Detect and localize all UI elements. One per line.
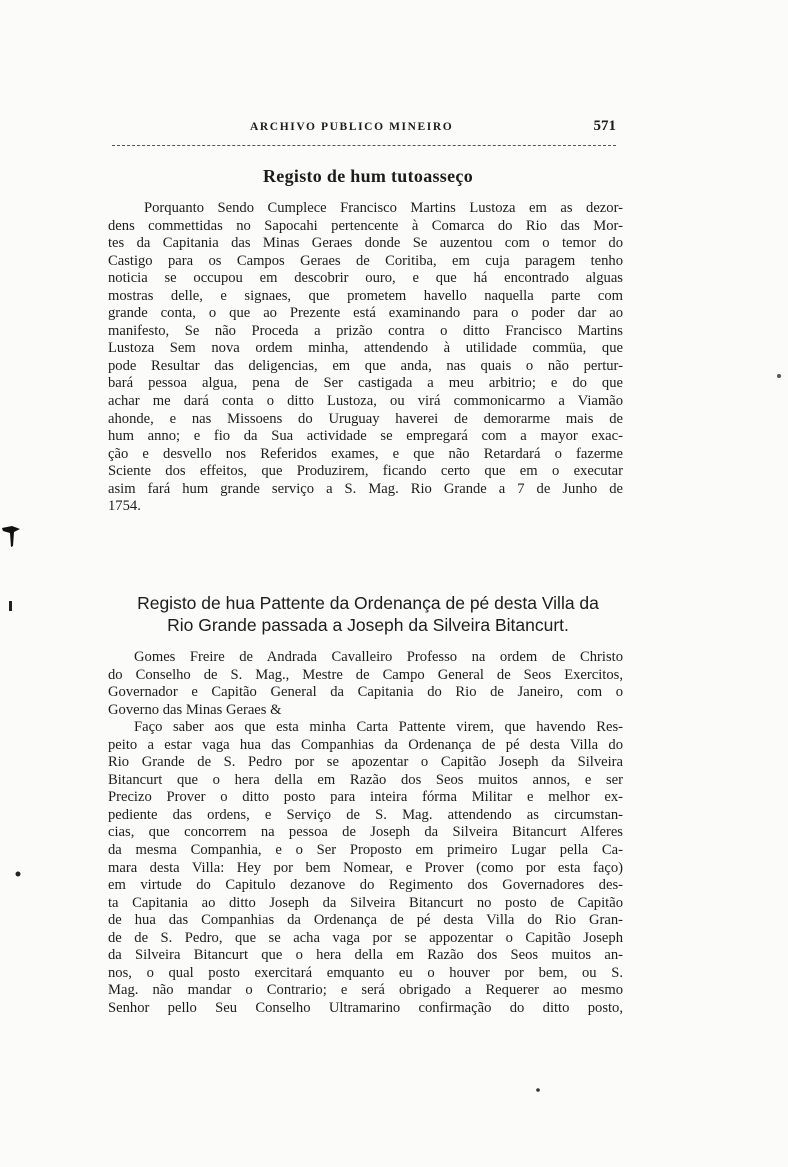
text-line: em virtude do Capitulo dezanove do Regimento dos Governadores des- [108,877,623,894]
text-line: 1754. [108,498,141,515]
text-line: pode Resultar das deligencias, em que anda, nas quais o não pertur- [108,357,623,374]
section-2-title [108,592,628,636]
text-line: Faço saber aos que esta minha Carta Pattente virem, que havendo Res- [134,719,623,736]
text-line: manifesto, Se não Proceda a prizão contra o ditto Francisco Martins [108,322,623,339]
running-title: ARCHIVO PUBLICO MINEIRO [250,121,454,133]
text-line: peito a estar vaga hua das Companhias da Ordenança de pé desta Villa do [108,736,623,753]
text-line: pediente das ordens, e Serviço de S. Mag. attendendo as circumstan- [108,806,623,823]
text-line: cias, que concorrem na pessoa de Joseph da Silveira Bitancurt Alferes [108,824,623,841]
text-line: Rio Grande de S. Pedro por se apozentar o Capitão Joseph da Silveira [108,754,623,771]
text-line: Porquanto Sendo Cumplece Francisco Martins Lustoza em as dezor- [144,200,623,216]
running-header [108,118,628,140]
margin-speck [8,600,14,612]
text-line: da Silveira Bitancurt que o hera della em Razão dos Seos muitos an- [108,947,623,964]
text-line: asim fará hum grande serviço a S. Mag. Rio Grande a 7 de Junho de [108,480,623,497]
text-line: Sciente dos effeitos, que Produzirem, ficando certo que em o executar [108,463,623,480]
section-1-title: Registo de hum tutoasseço [263,166,473,186]
margin-ink-mark [0,520,24,550]
page-number: 571 [593,118,616,134]
text-line: achar me dará conta o ditto Lustoza, ou virá commonicarmo a Viamão [108,393,623,410]
text-line: Governo das Minas Geraes & [108,701,282,718]
section-2-title-line-2: Rio Grande passada a Joseph da Silveira Bitancurt. [167,615,569,635]
text-line: ção e desvello nos Referidos exames, e que não Retardará o fazerme [108,445,623,462]
text-line: Precizo Prover o ditto posto para inteira fórma Militar e melhor ex- [108,789,623,806]
section-2-body [108,649,623,1017]
text-line: noticia se occupou em descobrir ouro, e que há encontrado alguas [108,270,623,287]
margin-speck [775,372,783,380]
text-line: hum anno; e fio da Sua actividade se empregará com a mayor exac- [108,428,623,445]
text-line: ta Capitania ao ditto Joseph da Silveira Bitancurt no posto de Capitão [108,894,623,911]
margin-speck [534,1086,542,1094]
text-line: ahonde, e nas Missoens do Uruguay haverei de demorarme mais de [108,410,623,427]
header-rule [112,145,616,146]
text-line: Governador e Capitão General da Capitania do Rio de Janeiro, com o [108,684,623,701]
text-line: bará pessoa algua, pena de Ser castigada a meu arbitrio; e do que [108,375,623,392]
text-line: do Conselho de S. Mag., Mestre de Campo General de Seos Exercitos, [108,666,623,683]
text-line: Bitancurt que o hera della em Razão dos Seos muitos annos, e ser [108,771,623,788]
text-line: nos, o qual posto exercitará emquanto eu o houver por bem, ou S. [108,964,623,981]
section-1-body [108,200,623,516]
text-line: Gomes Freire de Andrada Cavalleiro Professo na ordem de Christo [134,649,623,665]
text-line: Senhor pello Seu Conselho Ultramarino confirmação do ditto posto, [108,999,623,1016]
section-2-title-line-1: Registo de hua Pattente da Ordenança de pé desta Villa da [137,593,599,613]
text-line: tes da Capitania das Minas Geraes donde Se auzentou com o temor do [108,235,623,252]
text-line: de hua das Companhias da Ordenança de pé desta Villa do Rio Gran- [108,912,623,929]
text-line: mostras delle, e signaes, que prometem havello naquella parte com [108,287,623,304]
text-line: Lustoza Sem nova ordem minha, attendendo à utilidade commüa, que [108,340,623,357]
text-line: Mag. não mandar o Contrario; e será obrigado a Requerer ao mesmo [108,982,623,999]
margin-speck [14,870,22,878]
text-line: grande conta, o que ao Prezente está examinando para o poder dar ao [108,305,623,322]
text-line: de de S. Pedro, que se acha vaga por se appozentar o Capitão Joseph [108,929,623,946]
text-line: Castigo para os Campos Geraes de Coritiba, em cuja paragem tenho [108,252,623,269]
text-line: dens commettidas no Sapocahi pertencente à Comarca do Rio das Mor- [108,217,623,234]
text-line: da mesma Companhia, e o Ser Proposto em primeiro Lugar pella Ca- [108,842,623,859]
text-line: mara desta Villa: Hey por bem Nomear, e Prover (como por esta faço) [108,859,623,876]
